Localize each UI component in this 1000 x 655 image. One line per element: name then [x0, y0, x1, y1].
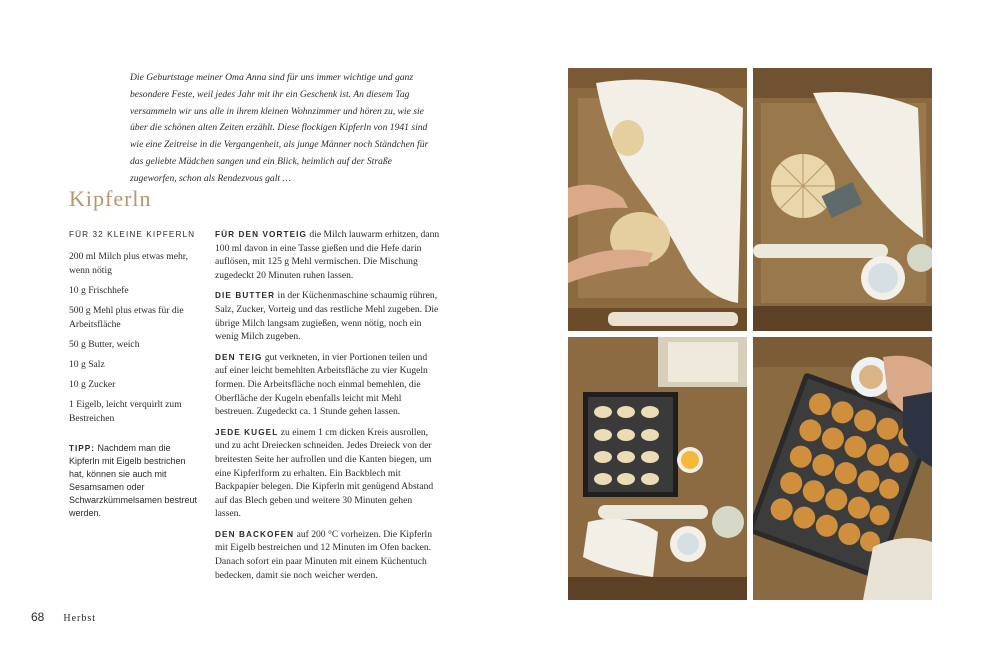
photo-dough-triangles: [753, 68, 932, 331]
step-heading: FÜR DEN VORTEIG: [215, 230, 308, 239]
step-text: die Milch lauwarm erhitzen, dann 100 ml davon in eine Tasse gießen und die Hefe darin auflösen, mit 125 g Mehl vermischen. Die Mischung zugedeckt 20 Minuten ruhen lassen.: [215, 229, 440, 281]
page-footer: [31, 610, 96, 625]
step-heading: DEN BACKOFEN: [215, 529, 295, 539]
ingredient-item: 10 g Zucker: [69, 379, 116, 390]
ingredient-item: 10 g Salz: [69, 359, 105, 370]
photo-dough-under-cloth: [568, 68, 747, 331]
step-heading: JEDE KUGEL: [215, 427, 279, 437]
ingredient-item: 50 g Butter, weich: [69, 339, 140, 350]
ingredient-item: 200 ml Milch plus etwas mehr, wenn nötig: [69, 251, 188, 276]
step-text: auf 200 °C vorheizen. Die Kipferln mit Eigelb bestreichen und 12 Minuten im Ofen backen. Danach sofort ein paar Minuten mit einem Küchentuch bedecken, damit sie noch weicher werden.: [215, 528, 433, 581]
step-paragraph: [215, 289, 440, 343]
tip-text: Nachdem man die Kipferln mit Eigelb bestrichen hat, können sie auch mit Sesamsamen oder Schwarzkümmelsamen bestreut werden.: [69, 443, 198, 518]
intro-text: Die Geburtstage meiner Oma Anna sind für uns immer wichtige und ganz besondere Feste, weil jedes Jahr mit ihr ein Geschenk ist. An diesem Tag versammeln wir uns alle in ihrem kleinen Wohnzimmer und hören zu, wie sie über die schönen alten Zeiten erzählt. Diese flockigen Kipferln von 1941 sind wie eine Zeitreise in die Vergangenheit, als junge Männer noch Ständchen für das geliebte Mädchen sangen und ein Blick, heimlich auf der Straße zugeworfen, schon als Rendezvous galt …: [130, 72, 429, 184]
step-heading: DEN TEIG: [215, 352, 263, 362]
step-text: gut verkneten, in vier Portionen teilen und auf einer leicht bemehlten Arbeitsfläche zu vier Kugeln formen. Die Arbeitsfläche noch einmal bemehlen, die Oberfläche der Kugeln ebenfalls leicht mit Mehl bestreuen. Zugedeckt ca. 1 Stunde gehen lassen.: [215, 351, 428, 418]
tip-box: [69, 442, 199, 520]
recipe-title: Kipferln: [69, 186, 152, 211]
ingredient-item: 10 g Frischhefe: [69, 285, 129, 296]
ingredients-column: [69, 228, 199, 520]
step-text: zu einem 1 cm dicken Kreis ausrollen, und zu acht Dreiecken schneiden. Jedes Dreieck von der breitesten Seite her aufrollen und die Kanten biegen, um eine Kipferlform zu erhalten. Ein Backblech mit Backpapier belegen. Die Kipferln mit genügend Abstand auf das Blech geben und weitere 30 Minuten gehen lassen.: [215, 426, 434, 520]
section-name: Herbst: [63, 613, 97, 624]
steps-column: [215, 228, 440, 589]
step-paragraph: [215, 528, 440, 582]
ingredients-heading: FÜR 32 KLEINE KIPFERLN: [69, 230, 196, 239]
tip-label: TIPP:: [69, 444, 95, 453]
page-number: 68: [31, 610, 45, 624]
step-paragraph: [215, 351, 440, 419]
photo-tray-raw-kipferln: [568, 337, 747, 600]
ingredient-item: 1 Eigelb, leicht verquirlt zum Bestreichen: [69, 399, 182, 424]
step-paragraph: [215, 228, 440, 282]
photo-baked-kipferln: [753, 337, 932, 600]
ingredient-item: 500 g Mehl plus etwas für die Arbeitsfläche: [69, 305, 184, 330]
step-text: in der Küchenmaschine schaumig rühren, Salz, Zucker, Vorteig und das restliche Mehl zugeben. Die übrige Milch langsam zugießen, wenn nötig, noch ein wenig Milch zugeben.: [215, 290, 439, 343]
step-paragraph: [215, 426, 440, 521]
step-heading: DIE BUTTER: [215, 291, 276, 301]
